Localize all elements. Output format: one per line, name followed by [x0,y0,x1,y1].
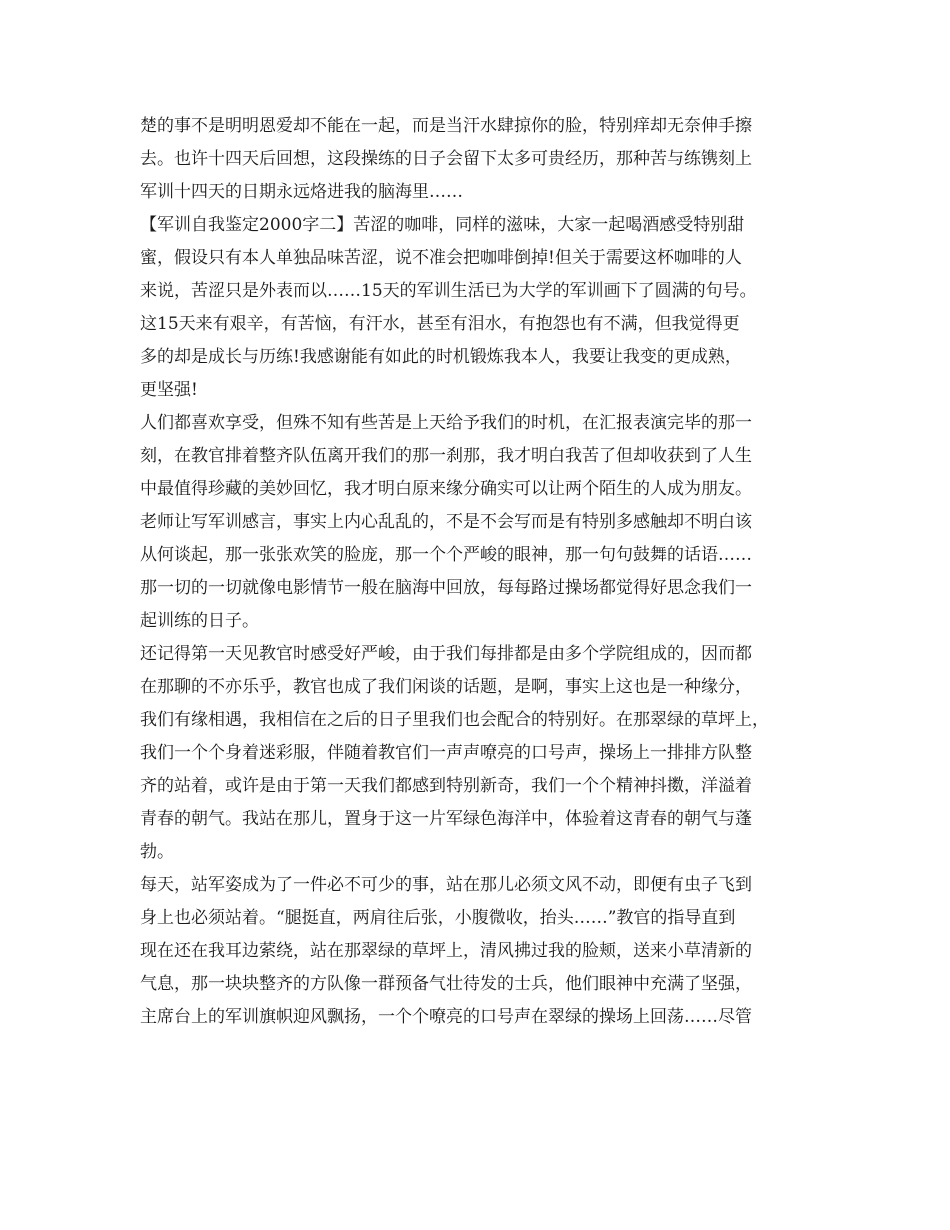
text-line: 蜜，假设只有本人单独品味苦涩，说不准会把咖啡倒掉!但关于需要这杯咖啡的人 [140,248,742,268]
text-line: 现在还在我耳边萦绕，站在那翠绿的草坪上，清风拂过我的脸颊，送来小草清新的 [140,941,752,961]
text-line: 老师让写军训感言，事实上内心乱乱的，不是不会写而是有特别多感触却不明白该 [140,512,752,532]
text-line: 多的却是成长与历练!我感谢能有如此的时机锻炼我本人，我要让我变的更成熟， [140,347,742,367]
text-line: 这15天来有艰辛，有苦恼，有汗水，甚至有泪水，有抱怨也有不满，但我觉得更 [140,314,740,334]
text-line: 我们有缘相遇，我相信在之后的日子里我们也会配合的特别好。在那翠绿的草坪上， [140,710,769,730]
text-line: 主席台上的军训旗帜迎风飘扬，一个个嘹亮的口号声在翠绿的操场上回荡……尽管 [140,1007,752,1027]
text-line: 青春的朝气。我站在那儿，置身于这一片军绿色海洋中，体验着这青春的朝气与蓬 [140,809,752,829]
text-line: 从何谈起，那一张张欢笑的脸庞，那一个个严峻的眼神，那一句句鼓舞的话语…… [140,545,752,565]
text-line: 中最值得珍藏的美妙回忆，我才明白原来缘分确实可以让两个陌生的人成为朋友。 [140,479,752,499]
text-line: 我们一个个身着迷彩服，伴随着教官们一声声嘹亮的口号声，操场上一排排方队整 [140,743,752,763]
text-line: 气息，那一块块整齐的方队像一群预备气壮待发的士兵，他们眼神中充满了坚强， [140,974,752,994]
document-body [140,110,830,1034]
text-line: 齐的站着，或许是由于第一天我们都感到特别新奇，我们一个个精神抖擞，洋溢着 [140,776,752,796]
text-line: 那一切的一切就像电影情节一般在脑海中回放，每每路过操场都觉得好思念我们一 [140,578,752,598]
text-line: 每天，站军姿成为了一件必不可少的事，站在那儿必须文风不动，即便有虫子飞到 [140,875,752,895]
text-line: 刻，在教官排着整齐队伍离开我们的那一刹那，我才明白我苦了但却收获到了人生 [140,446,752,466]
text-line: 还记得第一天见教官时感受好严峻，由于我们每排都是由多个学院组成的，因而都 [140,644,752,664]
text-line: 身上也必须站着。“腿挺直，两肩往后张，小腹微收，抬头……”教官的指导直到 [140,908,736,928]
text-line: 在那聊的不亦乐乎，教官也成了我们闲谈的话题，是啊，事实上这也是一种缘分， [140,677,752,697]
section-heading-line: 【军训自我鉴定2000字二】苦涩的咖啡，同样的滋味，大家一起喝酒感受特别甜 [140,215,745,235]
text-line: 去。也许十四天后回想，这段操练的日子会留下太多可贵经历，那种苦与练镌刻上 [140,149,752,169]
text-line: 勃。 [140,842,174,862]
text-line: 人们都喜欢享受，但殊不知有些苦是上天给予我们的时机，在汇报表演完毕的那一 [140,413,752,433]
text-line: 更坚强! [140,380,198,400]
text-line: 军训十四天的日期永远烙进我的脑海里…… [140,182,463,202]
text-line: 楚的事不是明明恩爱却不能在一起，而是当汗水肆掠你的脸，特别痒却无奈伸手擦 [140,116,752,136]
text-line: 起训练的日子。 [140,611,259,631]
text-line: 来说，苦涩只是外表而以……15天的军训生活已为大学的军训画下了圆满的句号。 [140,281,757,301]
